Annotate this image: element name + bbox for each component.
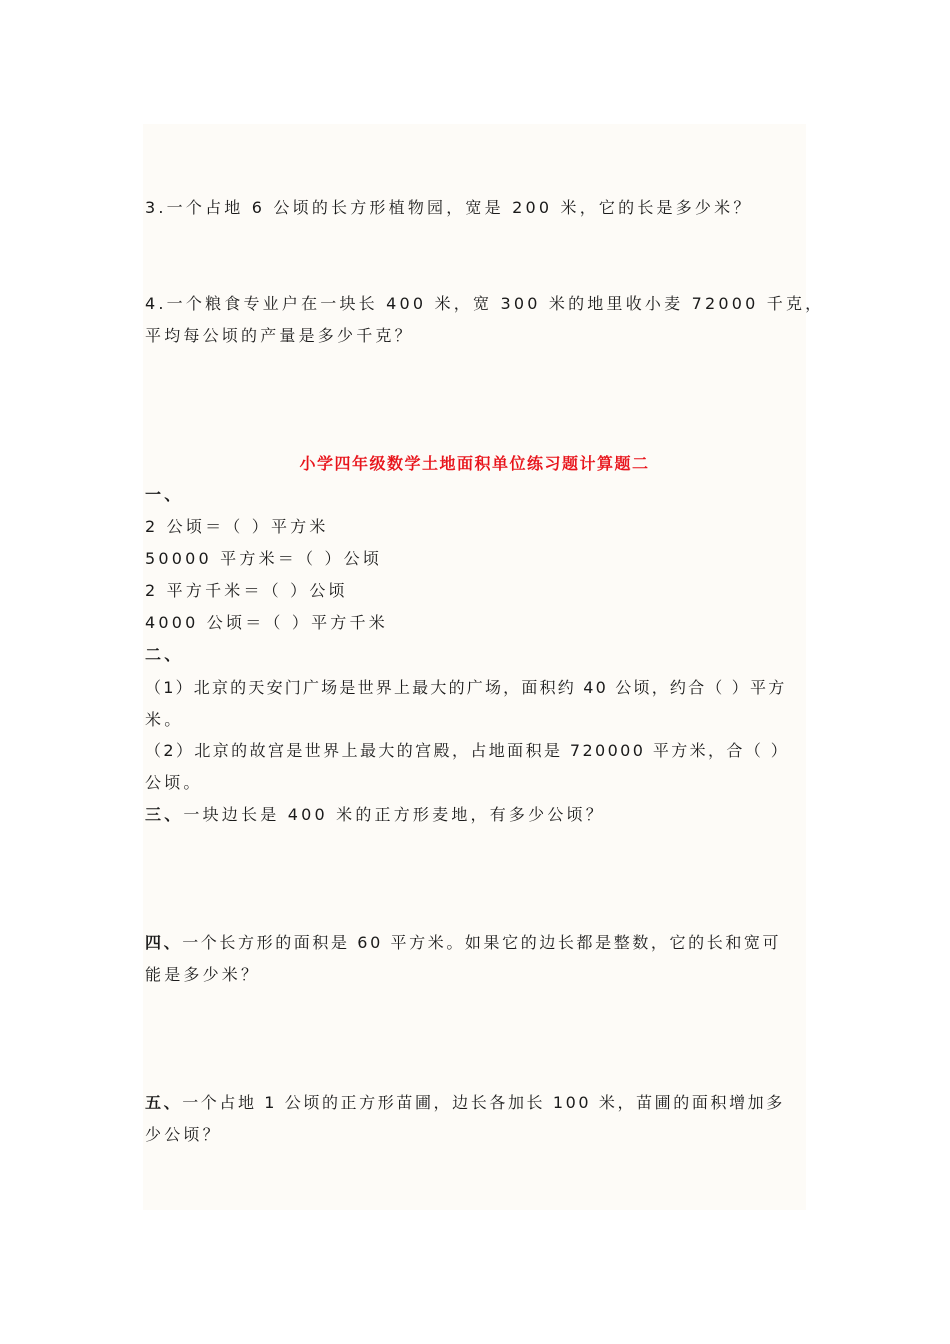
part-2-question-2-line-2: 公顷。: [145, 773, 203, 792]
part-4-question-line-2: 能是多少米？: [145, 965, 261, 984]
section-title: 小学四年级数学土地面积单位练习题计算题二: [299, 454, 650, 473]
conversion-item: 4000 公顷＝（ ）平方千米: [145, 613, 388, 632]
part-3-question: [145, 804, 605, 826]
part-1-heading: 一、: [145, 485, 184, 504]
part-3-label: 三、: [145, 805, 184, 824]
part-4-label: 四、: [145, 933, 183, 952]
conversion-item: 50000 平方米＝（ ）公顷: [145, 549, 383, 568]
question-3: 3.一个占地 6 公顷的长方形植物园，宽是 200 米，它的长是多少米？: [145, 198, 753, 217]
part-2-question-2-line-1: （2）北京的故宫是世界上最大的宫殿，占地面积是 720000 平方米，合（ ）: [145, 741, 790, 760]
question-4-line-1: 4.一个粮食专业户在一块长 400 米，宽 300 米的地里收小麦 72000 千克，: [145, 294, 825, 313]
worksheet-page: [143, 124, 806, 1210]
part-5-label: 五、: [145, 1093, 183, 1112]
part-2-question-1-line-1: （1）北京的天安门广场是世界上最大的广场，面积约 40 公顷，约合（ ）平方: [145, 678, 787, 697]
part-2-question-1-line-2: 米。: [145, 710, 184, 729]
question-4-line-2: 平均每公顷的产量是多少千克？: [145, 326, 414, 345]
part-5-text: 一个占地 1 公顷的正方形苗圃，边长各加长 100 米，苗圃的面积增加多: [182, 1093, 785, 1112]
conversion-item: 2 公顷＝（ ）平方米: [145, 517, 329, 536]
part-4-text: 一个长方形的面积是 60 平方米。如果它的边长都是整数，它的长和宽可: [182, 933, 782, 952]
part-5-question-line-1: [145, 1092, 785, 1114]
part-3-text: 一块边长是 400 米的正方形麦地，有多少公顷？: [183, 805, 605, 824]
part-4-question-line-1: [145, 932, 781, 954]
conversion-item: 2 平方千米＝（ ）公顷: [145, 581, 348, 600]
part-2-heading: 二、: [145, 645, 184, 664]
part-5-question-line-2: 少公顷？: [145, 1125, 222, 1144]
